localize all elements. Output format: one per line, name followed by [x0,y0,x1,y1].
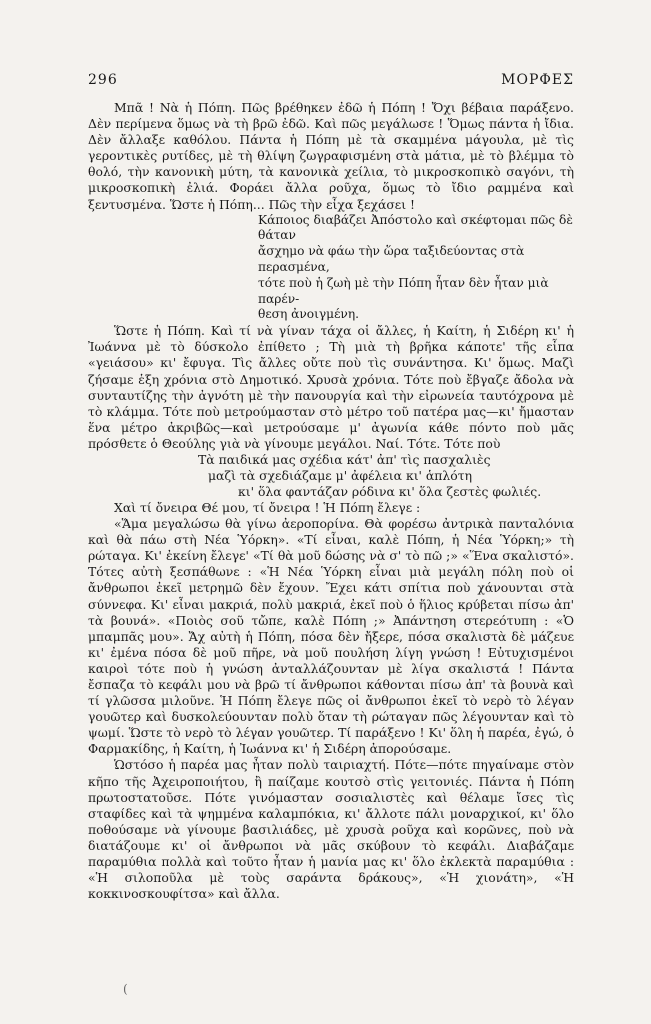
running-title: ΜΟΡΦΕΣ [501,72,574,88]
poem-line: Τὰ παιδικά μας σχέδια κάτ' ἀπ' τὶς πασχαλιὲς [198,451,491,467]
paragraph: Μπᾶ ! Νὰ ἡ Πόπη. Πῶς βρέθηκεν ἐδῶ ἡ Πόπη ! Ὄχι βέβαια παράξενο. Δὲν περίμενα ὅμως νὰ τὴ βρῶ ἐδῶ. Καὶ πῶς μεγάλωσε ! Ὅμως πάντα ἡ ἴδια. Δὲν ἄλλαξε καθόλου. Πάντα ἡ Πόπη μὲ τὰ σκαμμένα μάγουλα, μὲ τὶς γεροντικὲς ρυτίδες, μὲ τὴ θλίψη ζωγραφισμένη στὰ μάτια, μὲ τὸ βλέμμα τὸ θολό, τὴν κανονικὴ μύτη, τὰ κανονικὰ χείλια, τὸ μικροσκοπικὸ σαγόνι, τὴ μικροσκοπικὴ ἐλιά. Φοράει ἄλλα ροῦχα, ὅμως τὸ ἴδιο ραμμένα καὶ ξεντυσμένα. Ὥστε ἡ Πόπη... Πῶς τὴν εἶχα ξεχάσει ! [88,100,574,212]
indented-line: τότε ποὺ ἡ ζωὴ μὲ τὴν Πόπη ἦταν δὲν ἦταν μιὰ παρέν- [258,275,549,306]
poem-line: κι' ὅλα φαντάζαν ρόδινα κι' ὅλα ζεστὲς φωλιές. [238,483,542,499]
poem-verse [198,452,574,500]
poem-line: μαζὶ τὰ σχεδιάζαμε μ' ἀφέλεια κι' ἁπλότη [208,467,473,483]
article-body [88,100,574,902]
paragraph: Ὥστε ἡ Πόπη. Καὶ τί νὰ γίναν τάχα οἱ ἄλλες, ἡ Καίτη, ἡ Σιδέρη κι' ἡ Ἰωάννα μὲ τὸ δύσκολο ἐπίθετο ; Τὴ μιὰ τὴ βρῆκα κάποτε' τῆς εἶπα «γειάσου» κι' ἔφυγα. Τὶς ἄλλες οὔτε ποὺ τὶς συνάντησα. Κι' ὅμως. Μαζὶ ζήσαμε ἑξη χρόνια στὸ Δημοτικό. Χρυσὰ χρόνια. Τότε ποὺ ἔβγαζε ἄδολα νὰ συνταυτίζης τὴν ἀγνότη μὲ τὴν πανουργία καὶ τὴν εἰρωνεία ταυτόχρονα μὲ τὸ κλάμμα. Τότε ποὺ μετρούμασταν στὸ μέτρο τοῦ πατέρα μας—κι' ἤμασταν ἕνα μέτρο ἀκριβῶς—καὶ μετρούσαμε μ' ἀγωνία κάθε πόντο ποὺ μᾶς πρόσθετε ὁ Θεούλης γιὰ νὰ γίνουμε μεγάλοι. Ναί. Τότε. Τότε ποὺ [88,323,574,451]
paragraph: «Ἅμα μεγαλώσω θὰ γίνω ἀεροπορίνα. Θὰ φορέσω ἀντρικὰ πανταλόνια καὶ θὰ πάω στὴ Νέα Ὑόρκη». «Τί εἶναι, καλὲ Πόπη, ἡ Νέα Ὑόρκη;» τὴ ρώταγα. Κι' ἐκείνη ἔλεγε' «Τί θὰ μοῦ δώσης νὰ σ' τὸ πῶ ;» «Ἕνα σκαλιστό». Τότες αὐτὴ ξεσπάθωνε : «Ἡ Νέα Ὑόρκη εἶναι μιὰ μεγάλη πόλη ποὺ οἱ ἄνθρωποι ἐκεῖ μετρημῶ δὲν ἔχουν. Ἔχει κάτι σπίτια ποὺ χάνουνται στὰ σύννεφα. Κι' εἶναι μακριά, πολὺ μακριά, ἐκεῖ ποὺ ὁ ἥλιος κρύβεται πίσω ἀπ' τὰ βουνά». «Ποιὸς σοῦ τὤπε, καλὲ Πόπη ;» Ἀπάντηση στερεότυπη : «Ὁ μπαμπᾶς μου». Ἄχ αὐτὴ ἡ Πόπη, πόσα δὲν ἤξερε, πόσα σκαλιστὰ δὲ μάζευε κι' ἐμένα πόσα δὲ μοῦ πῆρε, νὰ μοῦ πουλήση λίγη γνώση ! Εὐτυχισμένοι καιροὶ τότε ποὺ ἡ γνώση ἀνταλλάζουνταν μὲ λίγα σκαλιστά ! Πάντα ἔσπαζα τὸ κεφάλι μου νὰ βρῶ τί ἄνθρωποι κάθονται πίσω ἀπ' τὰ βουνὰ καὶ τί γλῶσσα μιλοῦνε. Ἡ Πόπη ἔλεγε πῶς οἱ ἄνθρωποι ἐκεῖ τὸ νερὸ τὸ λέγαν γουῶτερ καὶ δυσκολεύουνταν πολὺ ὅταν τὴ ρώταγαν πῶς λέγουνταν καὶ τὸ ψωμί. Ὥστε τὸ νερὸ τὸ λέγαν γουῶτερ. Τί παράξενο ! Κι' ὅλη ἡ παρέα, ἐγώ, ὁ Φαρμακίδης, ἡ Καίτη, ἡ Ἰωάννα κι' ἡ Σιδέρη ἀπορούσαμε. [88,516,574,757]
indented-line: θεση ἀνοιγμένη. [258,307,360,322]
page-number: 296 [88,72,118,88]
indented-passage [258,213,574,324]
paragraph: Ὡστόσο ἡ παρέα μας ἦταν πολὺ ταιριαχτή. Πότε—πότε πηγαίναμε στὸν κῆπο τῆς Ἀχειροποιήτου, ἢ παίζαμε κουτσὸ στὶς γειτονιές. Πάντα ἡ Πόπη πρωτοστατοῦσε. Πότε γινόμασταν σοσιαλιστὲς καὶ θέλαμε ἴσες τὶς σταφίδες καὶ τὰ ψημμένα καλαμπόκια, κι' ἄλλοτε πάλι μοναρχικοί, κι' ὅλο ποθούσαμε νὰ γίνουμε βασιλιάδες, μὲ χρυσὰ ροῦχα καὶ κορῶνες, ποὺ νὰ διατάζουμε κι' οἱ ἄνθρωποι νὰ μᾶς σκύβουν τὸ κεφάλι. Διαβάζαμε παραμύθια πολλὰ καὶ τοῦτο ἦταν ἡ μανία μας κι' ὅλο ἐκλεκτὰ παραμύθια : «Ἡ σιλοποῦλα μὲ τοὺς σαράντα δράκους», «Ἡ χιονάτη», «Ἡ κοκκινοσκουφίτσα» καὶ ἄλλα. [88,757,574,902]
margin-mark: ( [123,982,128,996]
paragraph: Χαὶ τί ὄνειρα Θέ μου, τί ὄνειρα ! Ἡ Πόπη ἔλεγε : [114,499,421,515]
indented-line: Κάποιος διαβάζει Ἀπόστολο καὶ σκέφτομαι πῶς δὲ θάταν [258,212,573,243]
page-header [88,72,574,88]
indented-line: ἄσχημο νὰ φάω τὴν ὥρα ταξιδεύοντας στὰ περασμένα, [258,244,525,275]
